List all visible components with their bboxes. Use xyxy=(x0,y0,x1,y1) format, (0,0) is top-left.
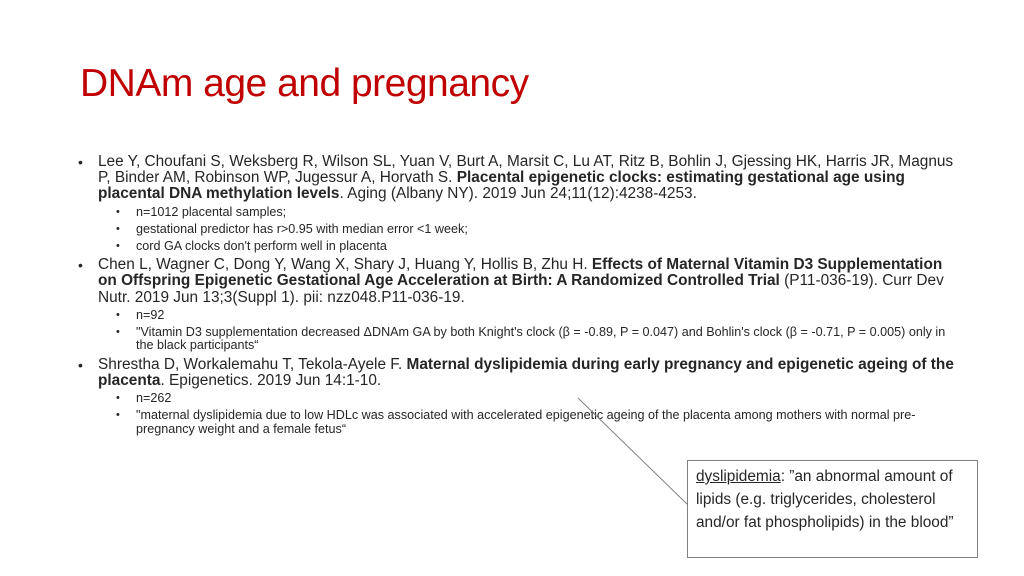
bullet-icon: • xyxy=(116,392,120,405)
note-item: • n=262 xyxy=(116,391,172,406)
bullet-icon: • xyxy=(78,257,83,274)
callout-definition: : ”an abnormal amount of lipids (e.g. triglycerides, cholesterol and/or fat phospholipids) in the blood” xyxy=(696,468,954,531)
reference-authors: Chen L, Wagner C, Dong Y, Wang X, Shary J, Huang Y, Hollis B, Zhu H. xyxy=(98,256,588,274)
reference-citation: (P11-036-19). Curr Dev Nutr. 2019 Jun 13;3(Suppl 1). pii: nzz048.P11-036-19. xyxy=(98,272,944,306)
note-item: • "maternal dyslipidemia due to low HDLc was associated with accelerated epigenetic ageing of the placenta among mothers with normal pre-pregnancy weight and a female fetus“ xyxy=(116,408,916,436)
bullet-icon: • xyxy=(116,308,120,321)
reference-citation: . Aging (Albany NY). 2019 Jun 24;11(12):4238-4253. xyxy=(339,185,697,203)
bullet-icon: • xyxy=(116,325,120,338)
bullet-icon: • xyxy=(116,222,120,235)
bullet-icon: • xyxy=(78,356,83,373)
note-item: • n=1012 placental samples; xyxy=(116,204,287,219)
bullet-icon: • xyxy=(78,154,83,170)
reference-authors: Shrestha D, Workalemahu T, Tekola-Ayele F. xyxy=(98,355,403,373)
reference-authors: Lee Y, Choufani S, Weksberg R, Wilson SL, Yuan V, Burt A, Marsit C, Lu AT, Ritz B, Bohlin J, Gjessing HK, Harris JR, Magnus P, Binder AM, Robinson WP, Jugessur A, Horvath S. xyxy=(98,153,954,187)
slide-title: DNAm age and pregnancy xyxy=(80,62,529,105)
note-item: • "Vitamin D3 supplementation decreased ΔDNAm GA by both Knight's clock (β = -0.89, P = 0.047) and Bohlin's clock (β = -0.71, P = 0.005) only in the black participants“ xyxy=(116,324,946,353)
bullet-icon: • xyxy=(116,205,120,218)
note-item: • gestational predictor has r>0.95 with median error <1 week; xyxy=(116,221,468,236)
bullet-icon: • xyxy=(116,239,120,252)
definition-callout xyxy=(687,460,978,558)
callout-term: dyslipidemia xyxy=(696,468,781,485)
bullet-icon: • xyxy=(116,409,120,422)
reference-title: Maternal dyslipidemia during early pregnancy and epigenetic ageing of the placenta xyxy=(98,355,954,389)
note-item: • cord GA clocks don't perform well in placenta xyxy=(116,238,387,253)
reference-title: Effects of Maternal Vitamin D3 Supplementation on Offspring Epigenetic Gestational Age Acceleration at Birth: A Randomized Controlled Trial xyxy=(98,256,943,290)
reference-title: Placental epigenetic clocks: estimating gestational age using placental DNA methylation levels xyxy=(98,169,905,203)
note-item: • n=92 xyxy=(116,307,165,322)
reference-citation: . Epigenetics. 2019 Jun 14:1-10. xyxy=(160,371,382,389)
